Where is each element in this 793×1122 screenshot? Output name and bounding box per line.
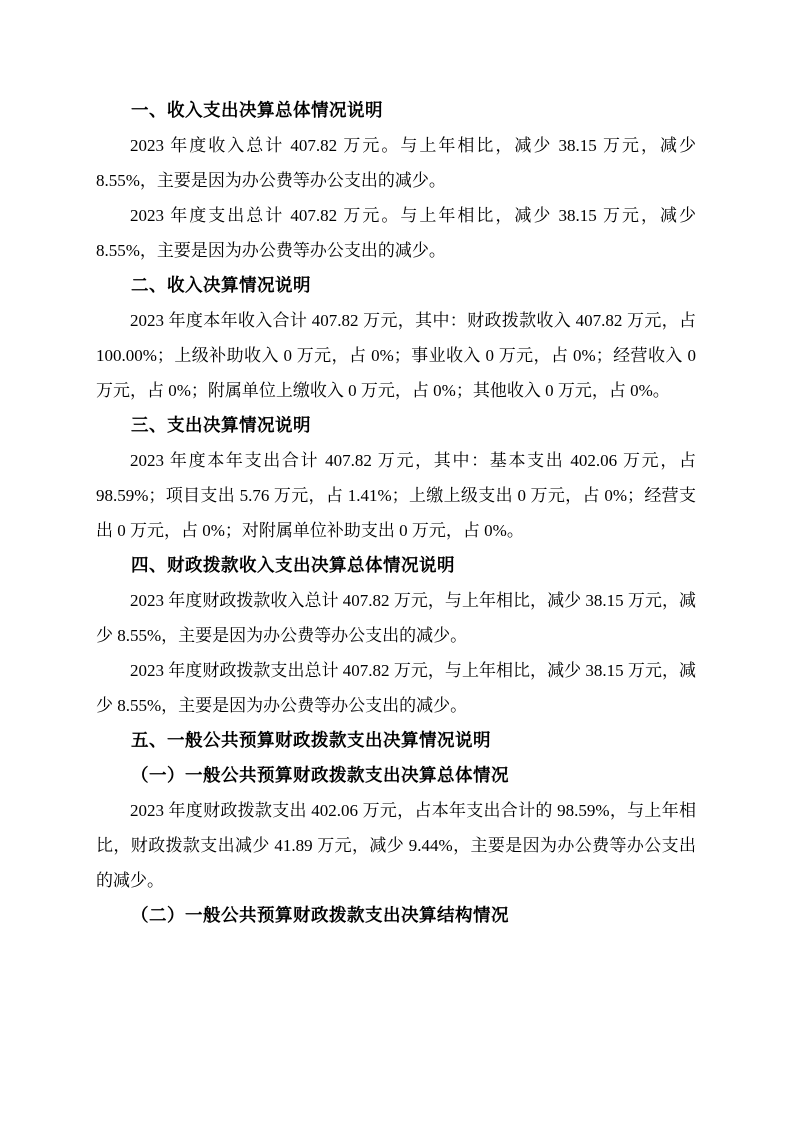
section-3-heading: 三、支出决算情况说明 — [131, 415, 311, 435]
section-1-paragraph-1: 2023 年度收入总计 407.82 万元。与上年相比，减少 38.15 万元，减少 8.55%，主要是因为办公费等办公支出的减少。 — [96, 136, 696, 190]
section-1-paragraph-2: 2023 年度支出总计 407.82 万元。与上年相比，减少 38.15 万元，减少 8.55%，主要是因为办公费等办公支出的减少。 — [96, 206, 696, 260]
section-5-subsection-1-heading: （一）一般公共预算财政拨款支出决算总体情况 — [131, 765, 509, 785]
section-5-subsection-2-heading: （二）一般公共预算财政拨款支出决算结构情况 — [131, 905, 509, 925]
section-5-heading: 五、一般公共预算财政拨款支出决算情况说明 — [131, 730, 491, 750]
section-4-paragraph-2: 2023 年度财政拨款支出总计 407.82 万元，与上年相比，减少 38.15 万元，减少 8.55%，主要是因为办公费等办公支出的减少。 — [96, 661, 696, 715]
section-4-paragraph-1: 2023 年度财政拨款收入总计 407.82 万元，与上年相比，减少 38.15 万元，减少 8.55%，主要是因为办公费等办公支出的减少。 — [96, 591, 696, 645]
section-5-subsection-1-paragraph-1: 2023 年度财政拨款支出 402.06 万元，占本年支出合计的 98.59%，与上年相比，财政拨款支出减少 41.89 万元，减少 9.44%，主要是因为办公费等办公支出的减少。 — [96, 801, 696, 890]
section-4-heading: 四、财政拨款收入支出决算总体情况说明 — [131, 555, 455, 575]
section-1-heading: 一、收入支出决算总体情况说明 — [131, 100, 383, 120]
section-2-paragraph-1: 2023 年度本年收入合计 407.82 万元，其中：财政拨款收入 407.82 万元，占 100.00%；上级补助收入 0 万元，占 0%；事业收入 0 万元，占 0%；经营收入 0 万元，占 0%；附属单位上缴收入 0 万元，占 0%；其他收入 0 万元，占 0%。 — [96, 311, 696, 400]
section-3-paragraph-1: 2023 年度本年支出合计 407.82 万元，其中：基本支出 402.06 万元，占 98.59%；项目支出 5.76 万元，占 1.41%；上缴上级支出 0 万元，占 0%；经营支出 0 万元，占 0%；对附属单位补助支出 0 万元，占 0%。 — [96, 451, 696, 540]
section-2-heading: 二、收入决算情况说明 — [131, 275, 311, 295]
